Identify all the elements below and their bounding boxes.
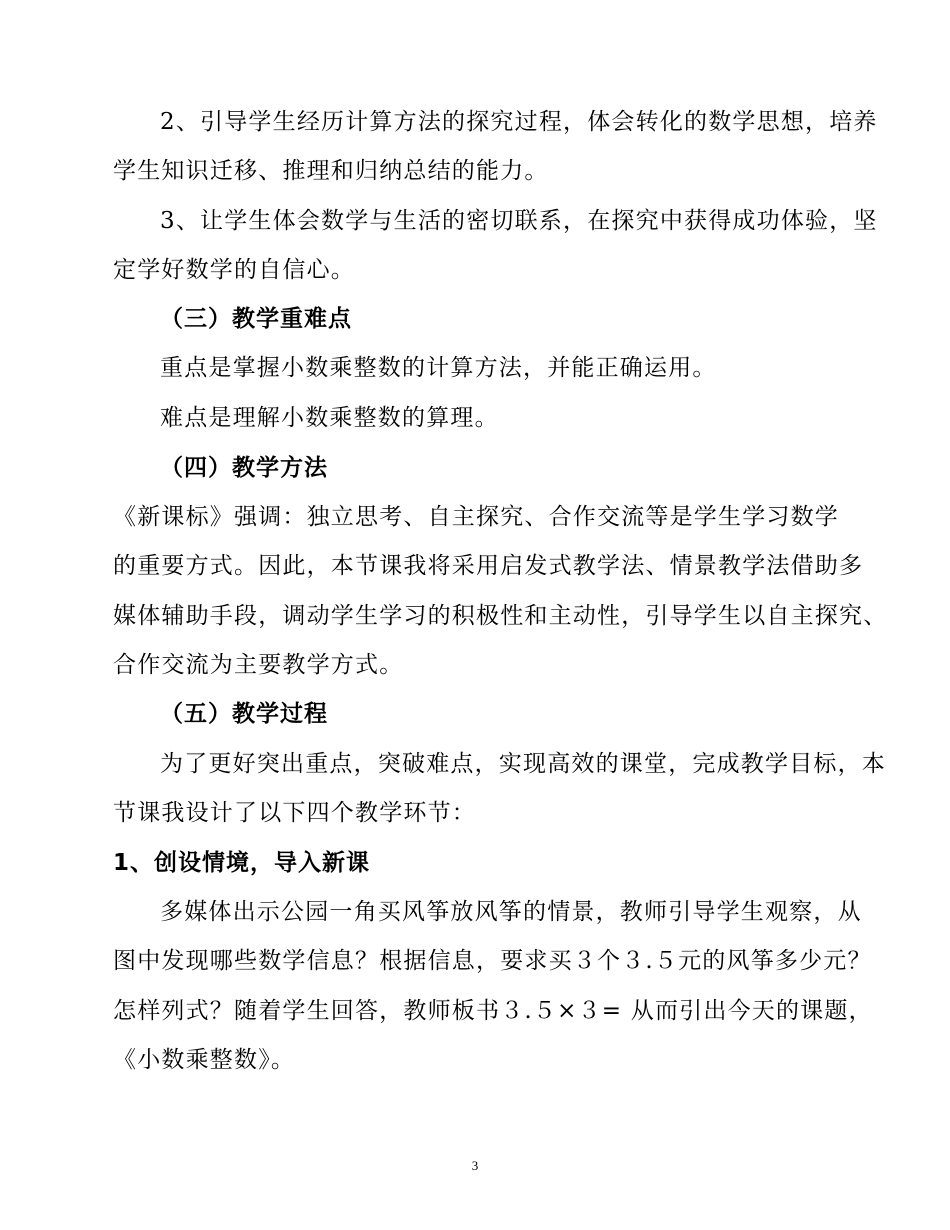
subsection-heading: 1、创设情境，导入新课 [113,850,371,876]
paragraph-line: 图中发现哪些数学信息？根据信息，要求买３个３.５元的风筝多少元？ [113,948,872,974]
page-number: 3 [471,1158,479,1173]
paragraph-line: 3、让学生体会数学与生活的密切联系，在探究中获得成功体验，坚 [160,208,878,234]
section-heading: （五）教学过程 [160,701,328,727]
section-heading: （三）教学重难点 [160,306,352,332]
paragraph-line: 媒体辅助手段，调动学生学习的积极性和主动性，引导学生以自主探究、 [113,603,888,629]
paragraph-line: 怎样列式？随着学生回答，教师板书３.５×３= 从而引出今天的课题， [113,998,873,1024]
paragraph-line: 2、引导学生经历计算方法的探究过程，体会转化的数学思想，培养 [160,109,878,135]
section-heading: （四）教学方法 [160,455,328,481]
paragraph-line: 难点是理解小数乘整数的算理。 [160,405,499,431]
paragraph-line: 《新课标》强调：独立思考、自主探究、合作交流等是学生学习数学 [113,504,839,530]
paragraph-line: 《小数乘整数》。 [113,1047,296,1073]
paragraph-line: 合作交流为主要教学方式。 [113,652,404,678]
paragraph-line: 定学好数学的自信心。 [113,257,355,283]
paragraph-line: 为了更好突出重点，突破难点，实现高效的课堂，完成教学目标，本 [160,751,886,777]
paragraph-line: 节课我设计了以下四个教学环节： [113,800,476,826]
paragraph-line: 的重要方式。因此，本节课我将采用启发式教学法、情景教学法借助多 [113,553,864,579]
paragraph-line: 学生知识迁移、推理和归纳总结的能力。 [113,158,549,184]
paragraph-line: 多媒体出示公园一角买风筝放风筝的情景，教师引导学生观察，从 [160,899,862,925]
paragraph-line: 重点是掌握小数乘整数的计算方法，并能正确运用。 [160,355,717,381]
